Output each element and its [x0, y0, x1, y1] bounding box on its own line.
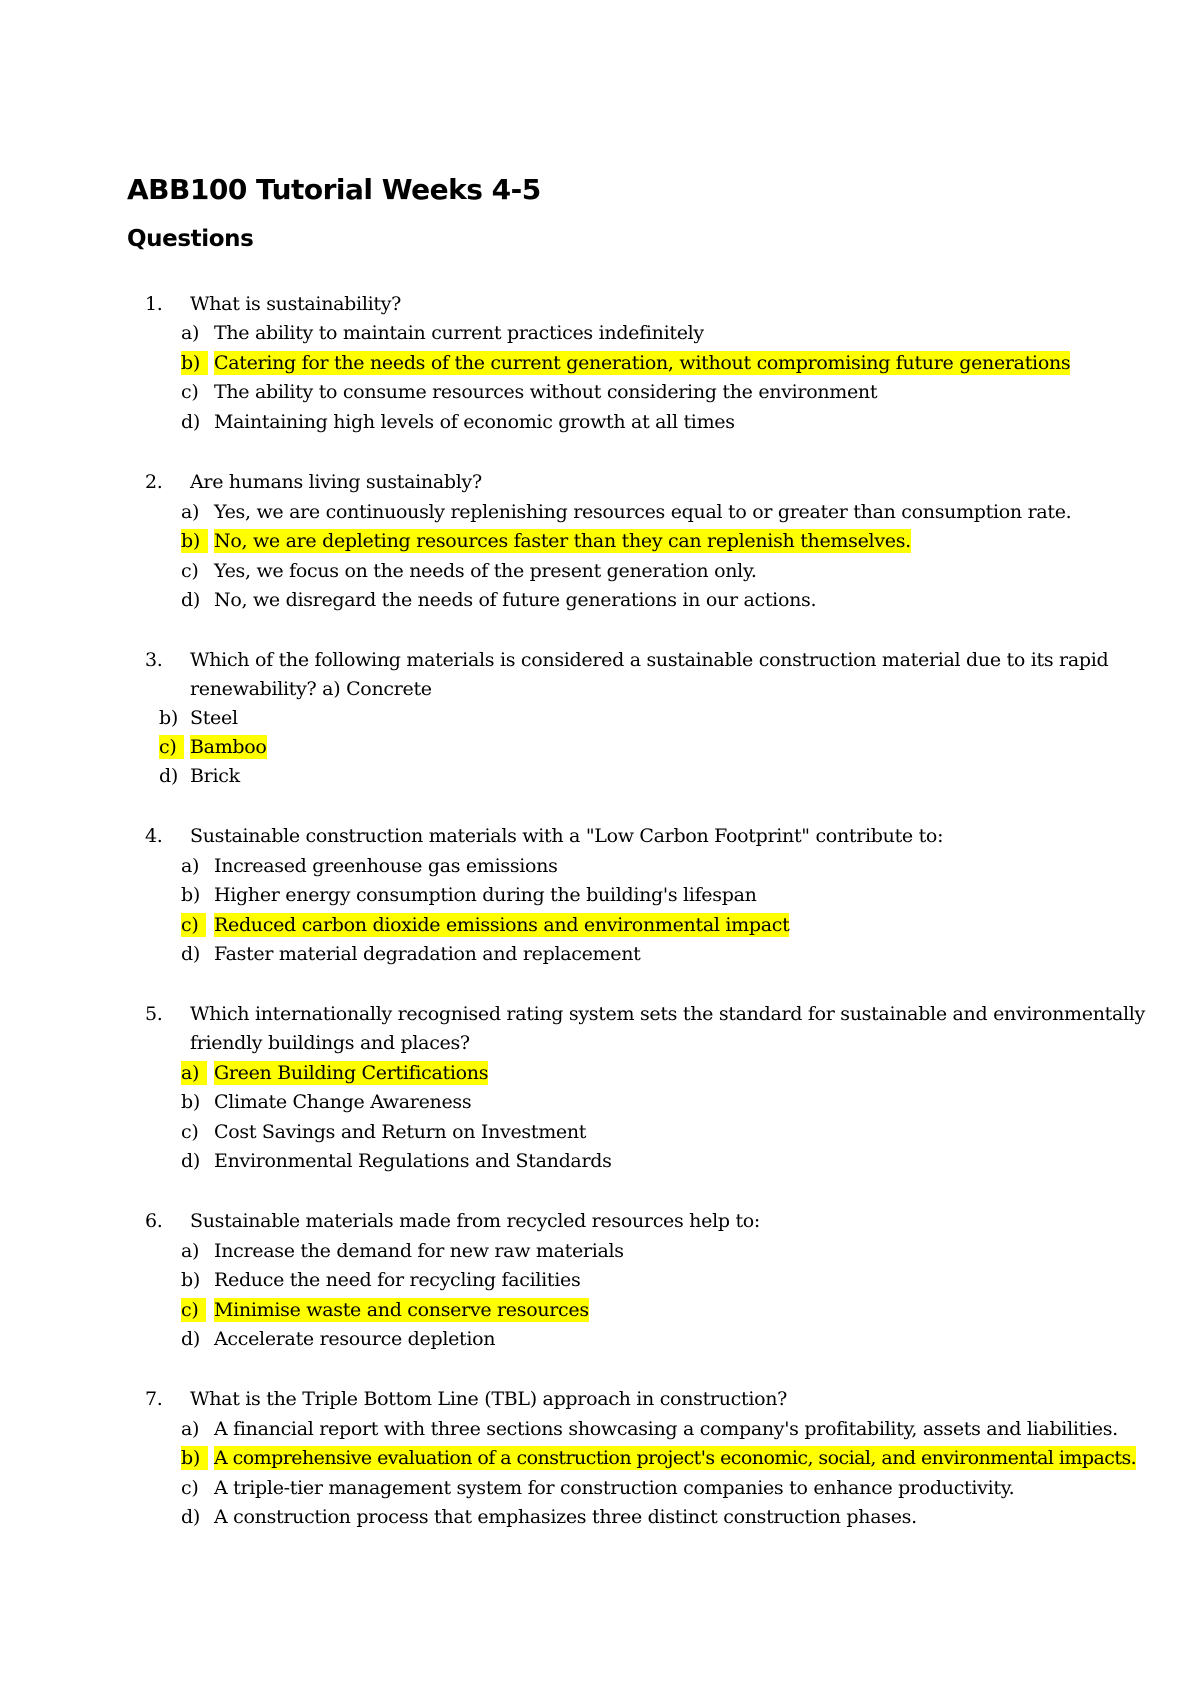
- option-letter: c): [181, 381, 199, 403]
- option-text: Maintaining high levels of economic growth at all times: [214, 411, 735, 433]
- option-text: Faster material degradation and replacement: [214, 943, 641, 965]
- section-heading: Questions: [127, 226, 254, 252]
- correct-option-letter: c): [181, 1298, 206, 1322]
- question-text: Are humans living sustainably?: [190, 471, 482, 493]
- correct-option-letter: b): [181, 529, 208, 553]
- option-letter: a): [181, 1240, 200, 1262]
- question-number: 2.: [145, 471, 163, 493]
- option-text: Brick: [190, 765, 240, 787]
- option-text: A triple-tier management system for construction companies to enhance productivity.: [214, 1477, 1015, 1499]
- option-text: Cost Savings and Return on Investment: [214, 1121, 587, 1143]
- correct-option-text: Catering for the needs of the current generation, without compromising future generations: [214, 352, 1071, 374]
- question-text: What is sustainability?: [190, 293, 402, 315]
- option-letter: d): [159, 765, 178, 787]
- correct-option-text: No, we are depleting resources faster than they can replenish themselves.: [214, 530, 911, 552]
- question-text: Which of the following materials is considered a sustainable construction material due to its rapid: [190, 649, 1109, 671]
- option-letter: d): [181, 411, 200, 433]
- option-letter: a): [181, 501, 200, 523]
- correct-option-text: Minimise waste and conserve resources: [214, 1299, 589, 1321]
- option-letter: c): [181, 560, 199, 582]
- option-letter: b): [181, 1269, 200, 1291]
- question-text-continued: renewability? a) Concrete: [190, 678, 432, 700]
- correct-option-text: A comprehensive evaluation of a construction project's economic, social, and environmental impacts.: [214, 1447, 1137, 1469]
- option-text: The ability to consume resources without considering the environment: [214, 381, 878, 403]
- question-number: 6.: [145, 1210, 163, 1232]
- option-letter: a): [181, 855, 200, 877]
- option-text: Increase the demand for new raw materials: [214, 1240, 624, 1262]
- option-text: Increased greenhouse gas emissions: [214, 855, 558, 877]
- option-letter: d): [181, 589, 200, 611]
- option-letter: d): [181, 943, 200, 965]
- question-text: Which internationally recognised rating system sets the standard for sustainable and environmentally: [190, 1003, 1145, 1025]
- question-number: 4.: [145, 825, 163, 847]
- correct-option-letter: a): [181, 1061, 207, 1085]
- option-text: The ability to maintain current practices indefinitely: [214, 322, 704, 344]
- correct-option-letter: c): [181, 913, 206, 937]
- option-text: Yes, we are continuously replenishing resources equal to or greater than consumption rate.: [214, 501, 1072, 523]
- correct-option-text: Reduced carbon dioxide emissions and environmental impact: [214, 914, 790, 936]
- option-letter: b): [181, 1091, 200, 1113]
- question-text: What is the Triple Bottom Line (TBL) approach in construction?: [190, 1388, 788, 1410]
- option-text: Accelerate resource depletion: [214, 1328, 496, 1350]
- option-letter: c): [181, 1121, 199, 1143]
- option-letter: d): [181, 1328, 200, 1350]
- option-text: A financial report with three sections showcasing a company's profitability, assets and liabilities.: [214, 1418, 1118, 1440]
- question-number: 7.: [145, 1388, 163, 1410]
- correct-option-letter: c): [159, 735, 184, 759]
- option-letter: c): [181, 1477, 199, 1499]
- option-letter: b): [159, 707, 178, 729]
- option-letter: a): [181, 322, 200, 344]
- page-title: ABB100 Tutorial Weeks 4-5: [127, 173, 541, 206]
- option-text: Environmental Regulations and Standards: [214, 1150, 612, 1172]
- question-text: Sustainable materials made from recycled resources help to:: [190, 1210, 761, 1232]
- question-text-continued: friendly buildings and places?: [190, 1032, 470, 1054]
- option-text: Higher energy consumption during the building's lifespan: [214, 884, 757, 906]
- option-text: Steel: [190, 707, 238, 729]
- correct-option-letter: b): [181, 351, 208, 375]
- correct-option-letter: b): [181, 1446, 208, 1470]
- question-number: 3.: [145, 649, 163, 671]
- question-number: 5.: [145, 1003, 163, 1025]
- option-letter: d): [181, 1150, 200, 1172]
- option-text: Yes, we focus on the needs of the present generation only.: [214, 560, 757, 582]
- option-text: A construction process that emphasizes three distinct construction phases.: [214, 1506, 917, 1528]
- question-text: Sustainable construction materials with a "Low Carbon Footprint" contribute to:: [190, 825, 944, 847]
- option-letter: b): [181, 884, 200, 906]
- question-number: 1.: [145, 293, 163, 315]
- option-text: Climate Change Awareness: [214, 1091, 472, 1113]
- correct-option-text: Green Building Certifications: [214, 1062, 489, 1084]
- option-letter: a): [181, 1418, 200, 1440]
- option-text: No, we disregard the needs of future generations in our actions.: [214, 589, 817, 611]
- option-letter: d): [181, 1506, 200, 1528]
- correct-option-text: Bamboo: [190, 736, 267, 758]
- option-text: Reduce the need for recycling facilities: [214, 1269, 581, 1291]
